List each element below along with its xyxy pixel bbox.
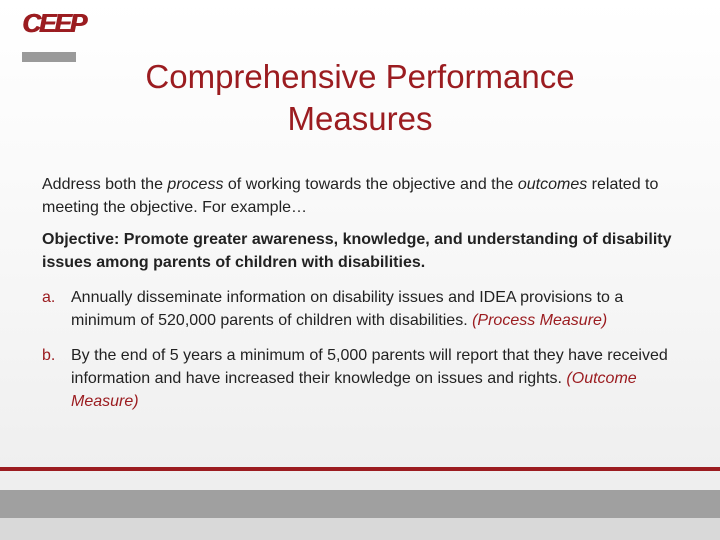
ceep-logo: CEEP <box>22 8 85 38</box>
list-marker: b. <box>42 347 56 364</box>
intro-text-1: Address both the <box>42 176 168 193</box>
footer-band <box>0 490 720 518</box>
measure-label: (Outcome Measure) <box>71 370 637 410</box>
divider-rule <box>0 467 720 471</box>
list-item <box>42 286 682 332</box>
footer-band-lower <box>0 518 720 540</box>
objective-statement: Objective: Promote greater awareness, knowledge, and understanding of disability issues among parents of children with disabilities. <box>42 231 672 271</box>
list-item <box>42 344 682 413</box>
measure-label: (Process Measure) <box>472 312 608 329</box>
intro-text-2: of working towards the objective and the <box>223 176 518 193</box>
slide-title: Comprehensive Performance Measures <box>145 58 575 137</box>
list-item-text: Annually disseminate information on disability issues and IDEA provisions to a minimum of 520,000 parents of children with disabilities. <box>71 289 624 329</box>
slide-body <box>42 173 682 413</box>
intro-paragraph <box>42 173 682 219</box>
list-item-text: By the end of 5 years a minimum of 5,000 parents will report that they have received information and have increased their knowledge on issues and rights. <box>71 347 668 387</box>
intro-text-3: related to meeting the objective. For example… <box>42 176 659 216</box>
logo-bar <box>22 52 76 62</box>
list-marker: a. <box>42 289 56 306</box>
intro-emphasis-outcomes: outcomes <box>517 176 588 193</box>
intro-emphasis-process: process <box>167 176 224 193</box>
